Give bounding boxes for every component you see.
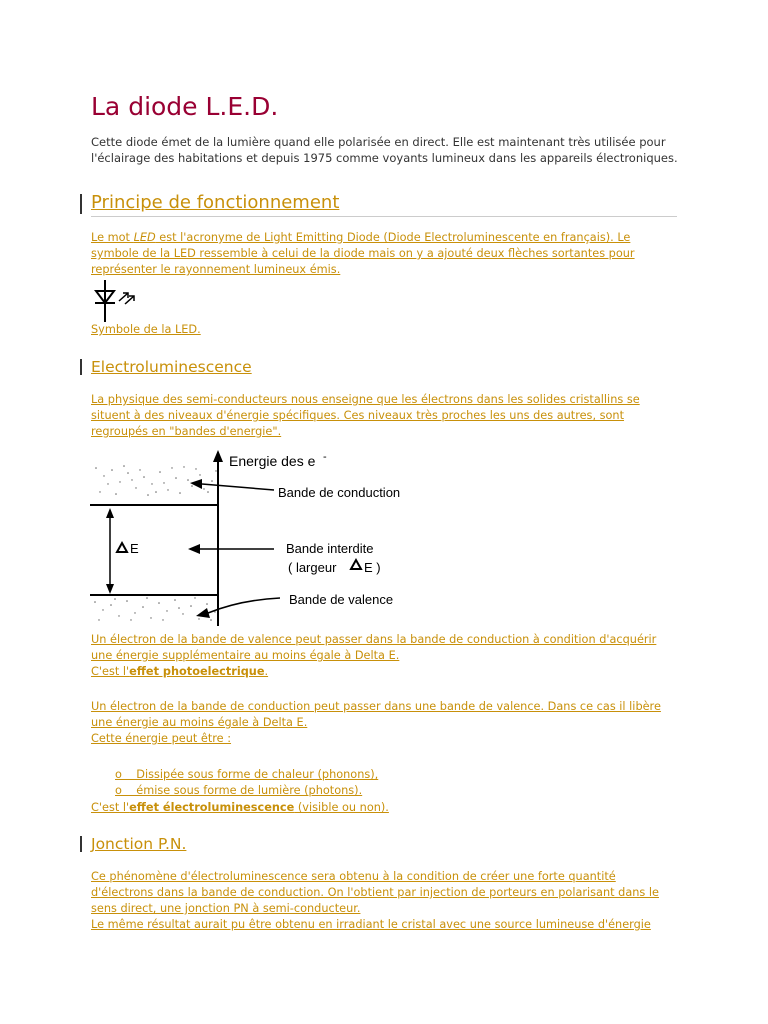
divider bbox=[91, 216, 677, 217]
section-marker bbox=[80, 836, 82, 852]
list-item[interactable]: o émise sous forme de lumière (photons). bbox=[115, 784, 363, 797]
photoelectric-prefix: C'est l' bbox=[91, 665, 130, 678]
energy-forms-intro: Cette énergie peut être : bbox=[91, 732, 232, 745]
list-item[interactable]: o Dissipée sous forme de chaleur (phonons), bbox=[115, 768, 379, 781]
led-def-rest: est l'acronyme de Light Emitting Diode (Diode Electroluminescente en français). Le symbole de la LED ressemble à celui de la diode mais on y a ajouté deux flèches sortantes pour représenter le rayonnement lumineux émis. bbox=[91, 231, 635, 276]
led-symbol-caption[interactable]: Symbole de la LED. bbox=[91, 323, 201, 336]
photoelectric-paragraph[interactable] bbox=[91, 632, 681, 680]
led-def-prefix: Le mot bbox=[91, 231, 134, 244]
photoelectric-suffix: . bbox=[264, 665, 269, 678]
photoelectric-text: Un électron de la bande de valence peut passer dans la bande de conduction à condition d'acquérir une énergie supplémentaire au moins égale à Delta E. bbox=[91, 633, 657, 662]
section-heading-jonction[interactable]: Jonction P.N. bbox=[91, 835, 187, 853]
section-heading-principe[interactable]: Principe de fonctionnement bbox=[91, 192, 340, 213]
el-suffix: (visible ou non). bbox=[294, 801, 389, 814]
gap-width-post: E ) bbox=[364, 560, 381, 575]
recombination-paragraph[interactable] bbox=[91, 699, 681, 747]
energy-band-diagram bbox=[90, 448, 430, 630]
energy-axis-label: Energie des e bbox=[229, 453, 316, 469]
section-heading-electroluminescence[interactable]: Electroluminescence bbox=[91, 358, 252, 376]
svg-text:( largeur bbox=[288, 560, 337, 575]
el-prefix: C'est l' bbox=[91, 801, 130, 814]
junction-irradiation-text: Le même résultat aurait pu être obtenu en irradiant le cristal avec une source lumineuse d'énergie bbox=[91, 918, 651, 931]
photoelectric-term: effet photoelectrique bbox=[129, 665, 265, 678]
led-def-em: LED bbox=[133, 231, 156, 244]
page-title: La diode L.E.D. bbox=[91, 92, 279, 121]
svg-text:-: - bbox=[323, 451, 327, 463]
junction-text: Ce phénomène d'électroluminescence sera obtenu à la condition de créer une forte quantité d'électrons dans la bande de conduction. On l'obtient par injection de porteurs en polarisant dans le sens direct, une jonction PN à semi-conducteur. bbox=[91, 870, 659, 915]
led-definition-paragraph[interactable] bbox=[91, 230, 681, 278]
section-marker bbox=[80, 359, 82, 375]
delta-e-label: E bbox=[130, 541, 139, 556]
valence-band-label: Bande de valence bbox=[289, 592, 394, 607]
gap-width-pre: ( largeur bbox=[288, 560, 337, 575]
electroluminescence-paragraph[interactable] bbox=[91, 800, 681, 816]
conduction-band-label: Bande de conduction bbox=[278, 485, 401, 500]
bands-paragraph[interactable]: La physique des semi-conducteurs nous enseigne que les électrons dans les solides cristallins se situent à des niveaux d'énergie spécifiques. Ces niveaux très proches les uns des autres, sont regroupés en "bandes d'energie". bbox=[91, 393, 640, 438]
intro-paragraph: Cette diode émet de la lumière quand elle polarisée en direct. Elle est maintenant très utilisée pour l'éclairage des habitations et depuis 1975 comme voyants lumineux dans les appareils électroniques. bbox=[91, 135, 678, 165]
led-symbol-icon bbox=[92, 278, 142, 324]
recombination-text: Un électron de la bande de conduction peut passer dans une bande de valence. Dans ce cas il libère une énergie au moins égale à Delta E. bbox=[91, 700, 661, 729]
valence-band-dots bbox=[94, 597, 216, 621]
el-term: effet électroluminescence bbox=[129, 801, 295, 814]
section-marker bbox=[80, 194, 82, 214]
junction-paragraph[interactable] bbox=[91, 869, 681, 933]
gap-band-label: Bande interdite bbox=[286, 541, 374, 556]
